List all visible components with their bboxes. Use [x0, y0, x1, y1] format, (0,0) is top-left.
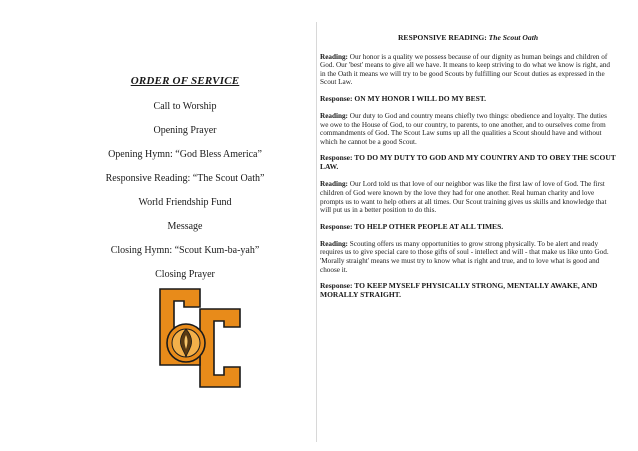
service-item-closing-hymn: Closing Hymn: “Scout Kum-ba-yah” [110, 245, 260, 256]
reading-4 [320, 240, 616, 274]
service-item-opening-hymn: Opening Hymn: “God Bless America” [108, 149, 262, 160]
responsive-reading-title-prefix: RESPONSIVE READING: [397, 33, 487, 42]
fold-divider [316, 22, 317, 442]
reading-label: Reading: [320, 111, 348, 120]
reading-2 [320, 112, 616, 146]
responsive-reading-title [320, 34, 616, 43]
service-item-world-friendship-fund: World Friendship Fund [138, 197, 232, 208]
response-4: Response: TO KEEP MYSELF PHYSICALLY STRONG, MENTALLY AWAKE, AND MORALLY STRAIGHT. [320, 281, 598, 300]
logo-letter-c-right [200, 309, 240, 387]
reading-1 [320, 53, 616, 87]
service-item-closing-prayer: Closing Prayer [155, 269, 215, 280]
reading-label: Reading: [320, 180, 348, 189]
reading-text: Our duty to God and country means chiefly two things: obedience and loyalty. The duties we owe to the House of God, to our country, to parents, to one another, and to ourselves come from commandments of God. The Scout Law sums up all the qualities a Scout should have and without which he cannot be a good Scout. [320, 111, 607, 146]
responsive-reading-panel [320, 34, 616, 308]
service-item-message: Message [167, 221, 203, 232]
responsive-reading-title-italic: The Scout Oath [488, 33, 539, 42]
cc-scout-emblem-logo [152, 287, 248, 389]
reading-label: Reading: [320, 52, 348, 61]
service-item-opening-prayer: Opening Prayer [153, 125, 217, 136]
response-2: Response: TO DO MY DUTY TO GOD AND MY COUNTRY AND TO OBEY THE SCOUT LAW. [320, 153, 616, 172]
response-1: Response: ON MY HONOR I WILL DO MY BEST. [320, 93, 487, 103]
service-item-call-to-worship: Call to Worship [153, 101, 217, 112]
reading-label: Reading: [320, 239, 348, 248]
service-item-responsive-reading: Responsive Reading: “The Scout Oath” [105, 173, 265, 184]
response-3: Response: TO HELP OTHER PEOPLE AT ALL TIMES. [320, 221, 504, 231]
reading-text: Scouting offers us many opportunities to grow strong physically. To be alert and ready requires us to give special care to those gifts of soul - intellect and will - that make us like unto God. 'Morally straight' means we must try to know what is right and true, and to love what is good and choose it. [320, 239, 609, 274]
order-of-service-title: ORDER OF SERVICE [130, 75, 240, 87]
reading-3 [320, 180, 616, 214]
reading-text: Our Lord told us that love of our neighbor was like the first law of love of God. The first children of God were known by the love they had for one another. Real human charity and love prompts us to want to help others at all times. Our Scout training gives us skills and knowledge that will put us in a better position to do this. [320, 180, 607, 215]
reading-text: Our honor is a quality we possess because of our dignity as human beings and children of God. Our 'best' means to give all we have. It means to keep striving to do what we know is right, and in the Oath it means we will try to be good Scouts by fulfilling our Scout duties as expressed in the Scout Law. [320, 52, 611, 87]
